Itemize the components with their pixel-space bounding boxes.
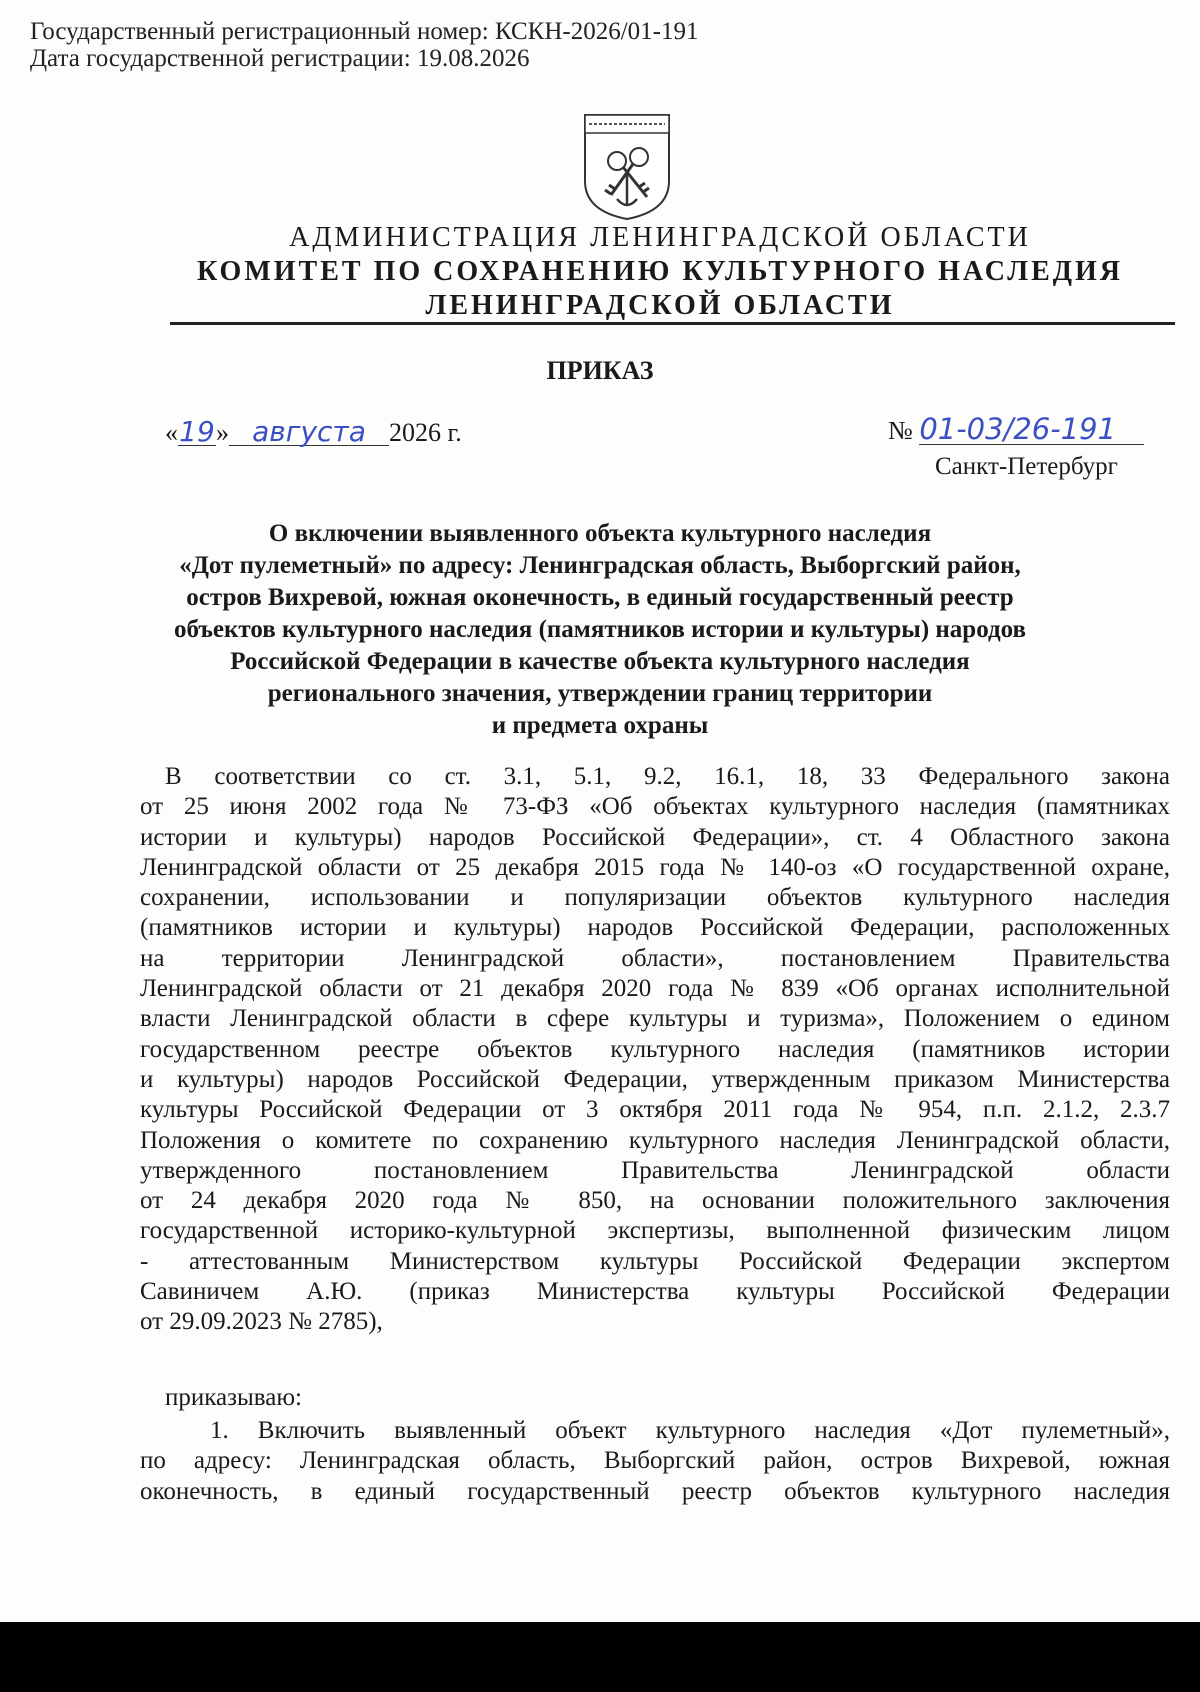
subject-line: объектов культурного наследия (памятников истории и культуры) народов <box>173 616 1027 643</box>
scan-bottom-border <box>0 1622 1200 1692</box>
text-line: оконечность, в единый государственный реестр объектов культурного наследия <box>140 1477 1170 1505</box>
text-line: Положения о комитете по сохранению культурного наследия Ленинградской области, <box>140 1126 1170 1154</box>
text-line: истории и культуры) народов Российской Федерации», ст. 4 Областного закона <box>140 823 1170 851</box>
header-divider <box>170 322 1175 325</box>
text-line: власти Ленинградской области в сфере культуры и туризма», Положением о едином <box>140 1005 1170 1033</box>
registration-date: Дата государственной регистрации: 19.08.2026 <box>30 45 530 72</box>
date-day: 19 <box>179 415 215 448</box>
order-number: № 01-03/26-191 <box>888 414 1144 446</box>
registration-number: Государственный регистрационный номер: КСКН-2026/01-191 <box>30 18 699 45</box>
order-item-1 <box>140 1416 1170 1507</box>
text-line: Ленинградской области от 25 декабря 2015 года № 140-оз «О государственной охране, <box>140 853 1170 881</box>
subject-line: «Дот пулеметный» по адресу: Ленинградская область, Выборгский район, <box>179 552 1021 579</box>
text-line: от 29.09.2023 № 2785), <box>140 1308 383 1336</box>
text-line: сохранении, использовании и популяризации объектов культурного наследия <box>140 884 1170 912</box>
date-month: августа <box>229 419 389 446</box>
subject-line: регионального значения, утверждении границ территории <box>267 680 933 707</box>
subject-line: остров Вихревой, южная оконечность, в единый государственный реестр <box>186 584 1014 611</box>
text-line: Ленинградской области от 21 декабря 2020 года № 839 «Об органах исполнительной <box>140 975 1170 1003</box>
registration-block <box>30 18 699 72</box>
text-line: В соответствии со ст. 3.1, 5.1, 9.2, 16.1, 18, 33 Федерального закона <box>165 763 1170 790</box>
org-committee: КОМИТЕТ ПО СОХРАНЕНИЮ КУЛЬТУРНОГО НАСЛЕДИЯ <box>196 256 1124 287</box>
order-city: Санкт-Петербург <box>935 453 1118 480</box>
decree-word: приказываю: <box>165 1384 302 1411</box>
text-line: государственном реестре объектов культурного наследия (памятников истории <box>140 1035 1170 1063</box>
subject-line: О включении выявленного объекта культурного наследия <box>268 520 932 547</box>
preamble-paragraph <box>140 762 1170 1338</box>
order-date: «19» августа 2026 г. <box>165 415 462 448</box>
text-line: культуры Российской Федерации от 3 октября 2011 года № 954, п.п. 2.1.2, 2.3.7 <box>140 1096 1170 1124</box>
text-line: и культуры) народов Российской Федерации, утвержденным приказом Министерства <box>140 1065 1170 1093</box>
order-subject <box>130 518 1070 742</box>
subject-line: Российской Федерации в качестве объекта культурного наследия <box>230 648 970 675</box>
coat-of-arms-icon <box>581 111 673 223</box>
subject-line: и предмета охраны <box>491 712 709 739</box>
text-line: Савиничем А.Ю. (приказ Министерства культуры Российской Федерации <box>140 1278 1170 1306</box>
text-line: по адресу: Ленинградская область, Выборгский район, остров Вихревой, южная <box>140 1447 1170 1475</box>
document-type-title: ПРИКАЗ <box>546 356 654 385</box>
org-region: ЛЕНИНГРАДСКОЙ ОБЛАСТИ <box>425 290 895 321</box>
text-line: утвержденного постановлением Правительства Ленинградской области <box>140 1156 1170 1184</box>
text-line: на территории Ленинградской области», постановлением Правительства <box>140 944 1170 972</box>
text-line: - аттестованным Министерством культуры Российской Федерации экспертом <box>140 1247 1170 1275</box>
text-line: от 25 июня 2002 года № 73-ФЗ «Об объектах культурного наследия (памятниках <box>140 793 1170 821</box>
text-line: (памятников истории и культуры) народов Российской Федерации, расположенных <box>140 914 1170 942</box>
order-number-value: 01-03/26-191 <box>919 414 1144 445</box>
text-line: 1. Включить выявленный объект культурного наследия «Дот пулеметный», <box>210 1417 1170 1444</box>
text-line: от 24 декабря 2020 года № 850, на основании положительного заключения <box>140 1187 1170 1215</box>
org-administration: АДМИНИСТРАЦИЯ ЛЕНИНГРАДСКОЙ ОБЛАСТИ <box>289 222 1031 253</box>
date-year: 2026 г. <box>389 418 462 447</box>
text-line: государственной историко-культурной экспертизы, выполненной физическим лицом <box>140 1217 1170 1245</box>
